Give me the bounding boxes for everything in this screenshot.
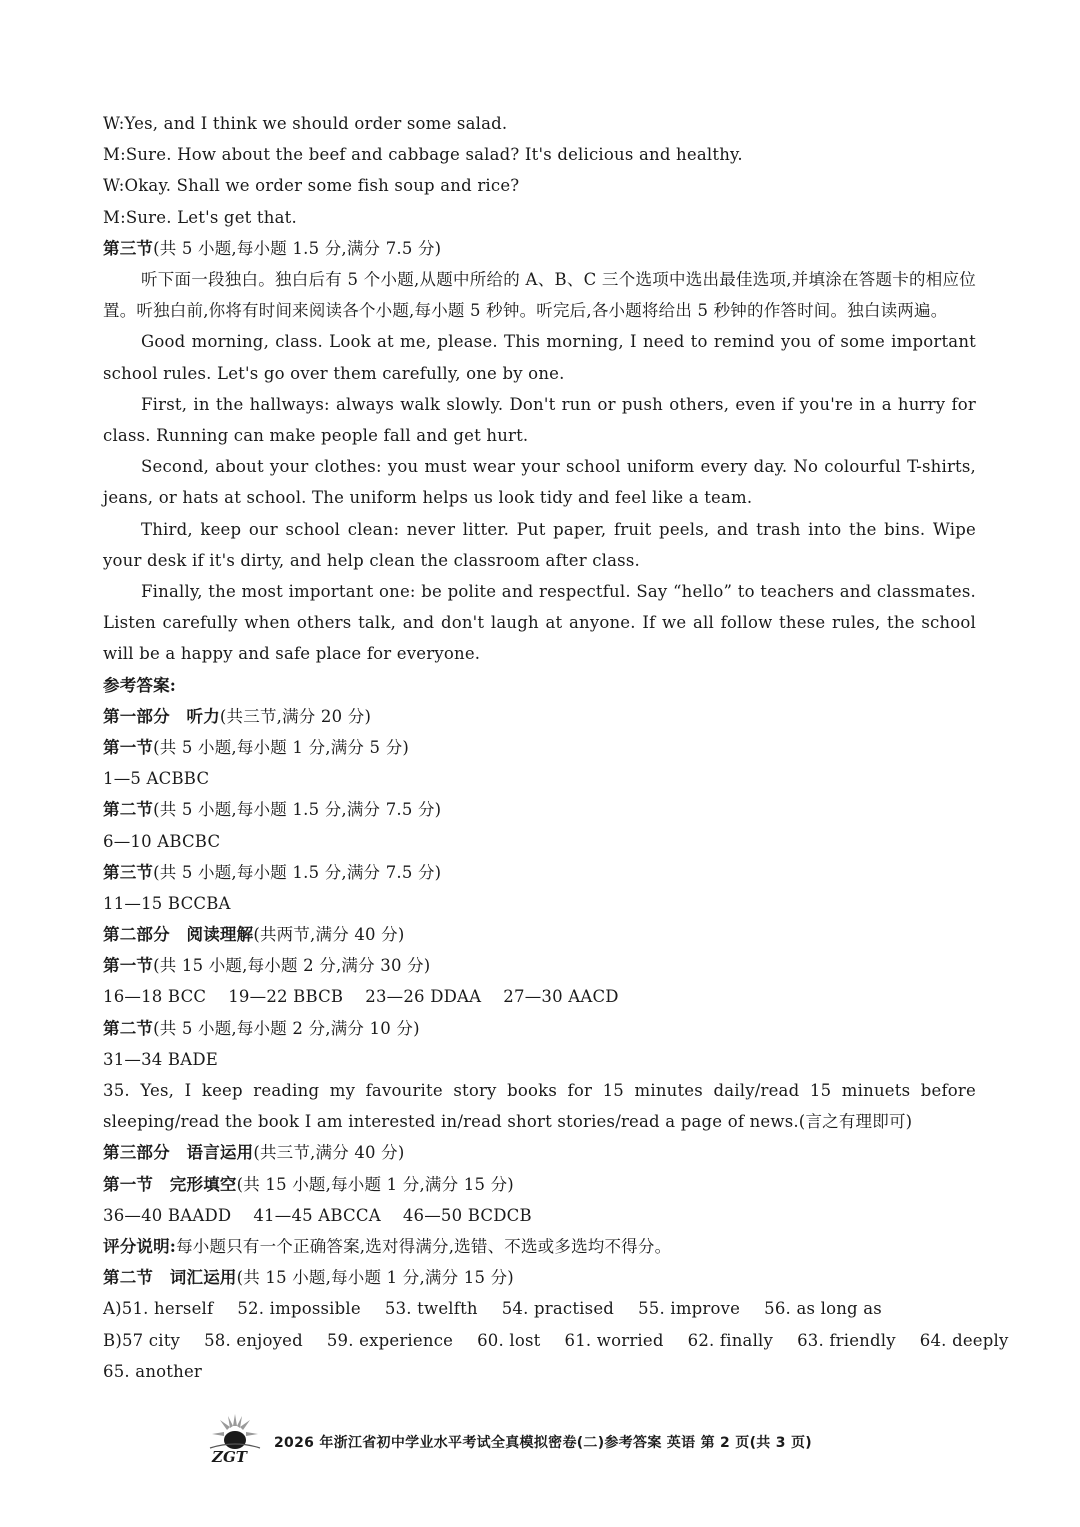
part3-heading: 第三部分 语言运用(共三节,满分 40 分)	[103, 1143, 405, 1163]
document-body	[103, 108, 1009, 1387]
publisher-logo-icon	[206, 1412, 264, 1468]
p2s1-heading: 第一节(共 15 小题,每小题 2 分,满分 30 分)	[103, 956, 431, 976]
q35-answer: 35. Yes, I keep reading my favourite story books for 15 minutes daily/read 15 minuets before sleeping/read the book I am interested in/read short stories/read a page of news.(言之有理即可)	[103, 1081, 976, 1132]
answer-row: 11—15 BCCBA	[103, 893, 231, 913]
vocab-row-b: B)57 city 58. enjoyed 59. experience 60. lost 61. worried 62. finally 63. friendly 64. deeply	[103, 1330, 1009, 1350]
logo-lettering: ZGT	[212, 1448, 247, 1466]
p3s2-heading: 第二节 词汇运用(共 15 小题,每小题 1 分,满分 15 分)	[103, 1268, 514, 1288]
monologue-paragraph: First, in the hallways: always walk slowly. Don't run or push others, even if you're in a hurry for class. Running can make people fall and get hurt.	[103, 394, 976, 445]
answer-row: 6—10 ABCBC	[103, 831, 221, 851]
p1s1-heading: 第一节(共 5 小题,每小题 1 分,满分 5 分)	[103, 737, 410, 757]
vocab-row-a: A)51. herself 52. impossible 53. twelfth 54. practised 55. improve 56. as long as	[103, 1299, 882, 1319]
answer-row: 1—5 ACBBC	[103, 769, 210, 789]
p1s3-heading: 第三节(共 5 小题,每小题 1.5 分,满分 7.5 分)	[103, 862, 442, 882]
part2-heading: 第二部分 阅读理解(共两节,满分 40 分)	[103, 925, 405, 945]
answer-row: 36—40 BAADD 41—45 ABCCA 46—50 BCDCB	[103, 1205, 532, 1225]
monologue-paragraph: Third, keep our school clean: never litter. Put paper, fruit peels, and trash into the bins. Wipe your desk if it's dirty, and help clean the classroom after class.	[103, 519, 976, 570]
answer-row: 16—18 BCC 19—22 BBCB 23—26 DDAA 27—30 AACD	[103, 987, 619, 1007]
scoring-note: 评分说明:每小题只有一个正确答案,选对得满分,选错、不选或多选均不得分。	[103, 1236, 672, 1256]
p2s2-heading: 第二节(共 5 小题,每小题 2 分,满分 10 分)	[103, 1018, 420, 1038]
section3-instructions: 听下面一段独白。独白后有 5 个小题,从题中所给的 A、B、C 三个选项中选出最佳选项,并填涂在答题卡的相应位置。听独白前,你将有时间来阅读各个小题,每小题 5 秒钟。听完后,各小题将给出 5 秒钟的作答时间。独白读两遍。	[103, 269, 976, 321]
footer-title: 2026 年浙江省初中学业水平考试全真模拟密卷(二)参考答案 英语 第 2 页(共 3 页)	[274, 1435, 812, 1451]
monologue-paragraph: Good morning, class. Look at me, please. This morning, I need to remind you of some important school rules. Let's go over them carefully, one by one.	[103, 332, 976, 383]
page-footer	[206, 1412, 906, 1468]
dialogue-line: M:Sure. How about the beef and cabbage salad? It's delicious and healthy.	[103, 145, 743, 165]
p1s2-heading: 第二节(共 5 小题,每小题 1.5 分,满分 7.5 分)	[103, 800, 442, 820]
dialogue-line: W:Yes, and I think we should order some salad.	[103, 114, 508, 133]
vocab-row-b2: 65. another	[103, 1361, 202, 1381]
dialogue-line: M:Sure. Let's get that.	[103, 207, 297, 227]
dialogue-line: W:Okay. Shall we order some fish soup and rice?	[103, 176, 520, 196]
monologue-paragraph: Second, about your clothes: you must wear your school uniform every day. No colourful T-shirts, jeans, or hats at school. The uniform helps us look tidy and feel like a team.	[103, 457, 976, 508]
answers-title: 参考答案:	[103, 675, 177, 695]
section3-heading: 第三节(共 5 小题,每小题 1.5 分,满分 7.5 分)	[103, 238, 442, 258]
answer-row: 31—34 BADE	[103, 1049, 219, 1069]
p3s1-heading: 第一节 完形填空(共 15 小题,每小题 1 分,满分 15 分)	[103, 1174, 514, 1194]
part1-heading: 第一部分 听力(共三节,满分 20 分)	[103, 706, 372, 726]
monologue-paragraph: Finally, the most important one: be polite and respectful. Say “hello” to teachers and classmates. Listen carefully when others talk, and don't laugh at anyone. If we all follow these rules, the school will be a happy and safe place for everyone.	[103, 581, 976, 664]
